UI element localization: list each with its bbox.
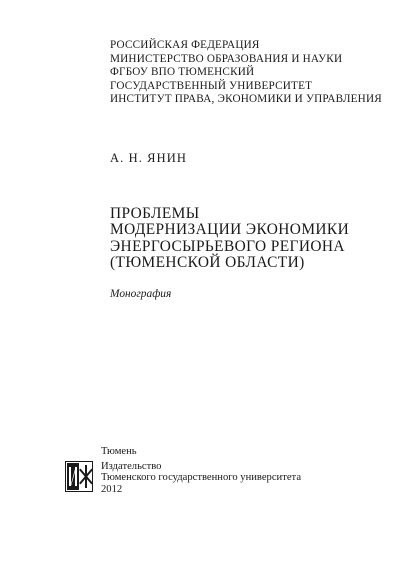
author-name: А. Н. ЯНИН — [110, 151, 187, 165]
institution-header — [110, 39, 400, 107]
publisher-line-1: Издательство — [101, 461, 162, 472]
institution-line-institute: ИНСТИТУТ ПРАВА, ЭКОНОМИКИ И УПРАВЛЕНИЯ — [110, 93, 382, 106]
tyumen-university-press-logo-icon — [65, 461, 93, 492]
publication-year: 2012 — [101, 483, 123, 495]
institution-line-country: РОССИЙСКАЯ ФЕДЕРАЦИЯ — [110, 39, 260, 51]
publisher-line-2: Тюменского государственного университета — [101, 472, 302, 484]
institution-line-university-2: ГОСУДАРСТВЕННЫЙ УНИВЕРСИТЕТ — [110, 79, 313, 92]
institution-line-ministry: МИНИСТЕРСТВО ОБРАЗОВАНИЯ И НАУКИ — [110, 52, 343, 65]
publisher-block — [101, 461, 301, 495]
book-title — [110, 206, 400, 271]
book-title-line-3: ЭНЕРГОСЫРЬЕВОГО РЕГИОНА — [110, 237, 345, 255]
imprint-city: Тюмень — [101, 446, 137, 457]
book-title-line-2: МОДЕРНИЗАЦИИ ЭКОНОМИКИ — [110, 221, 350, 239]
institution-line-university-1: ФГБОУ ВПО ТЮМЕНСКИЙ — [110, 66, 255, 79]
book-title-line-4: (ТЮМЕНСКОЙ ОБЛАСТИ) — [110, 253, 305, 271]
genre-label: Монография — [110, 288, 172, 300]
book-title-line-1: ПРОБЛЕМЫ — [110, 205, 200, 222]
